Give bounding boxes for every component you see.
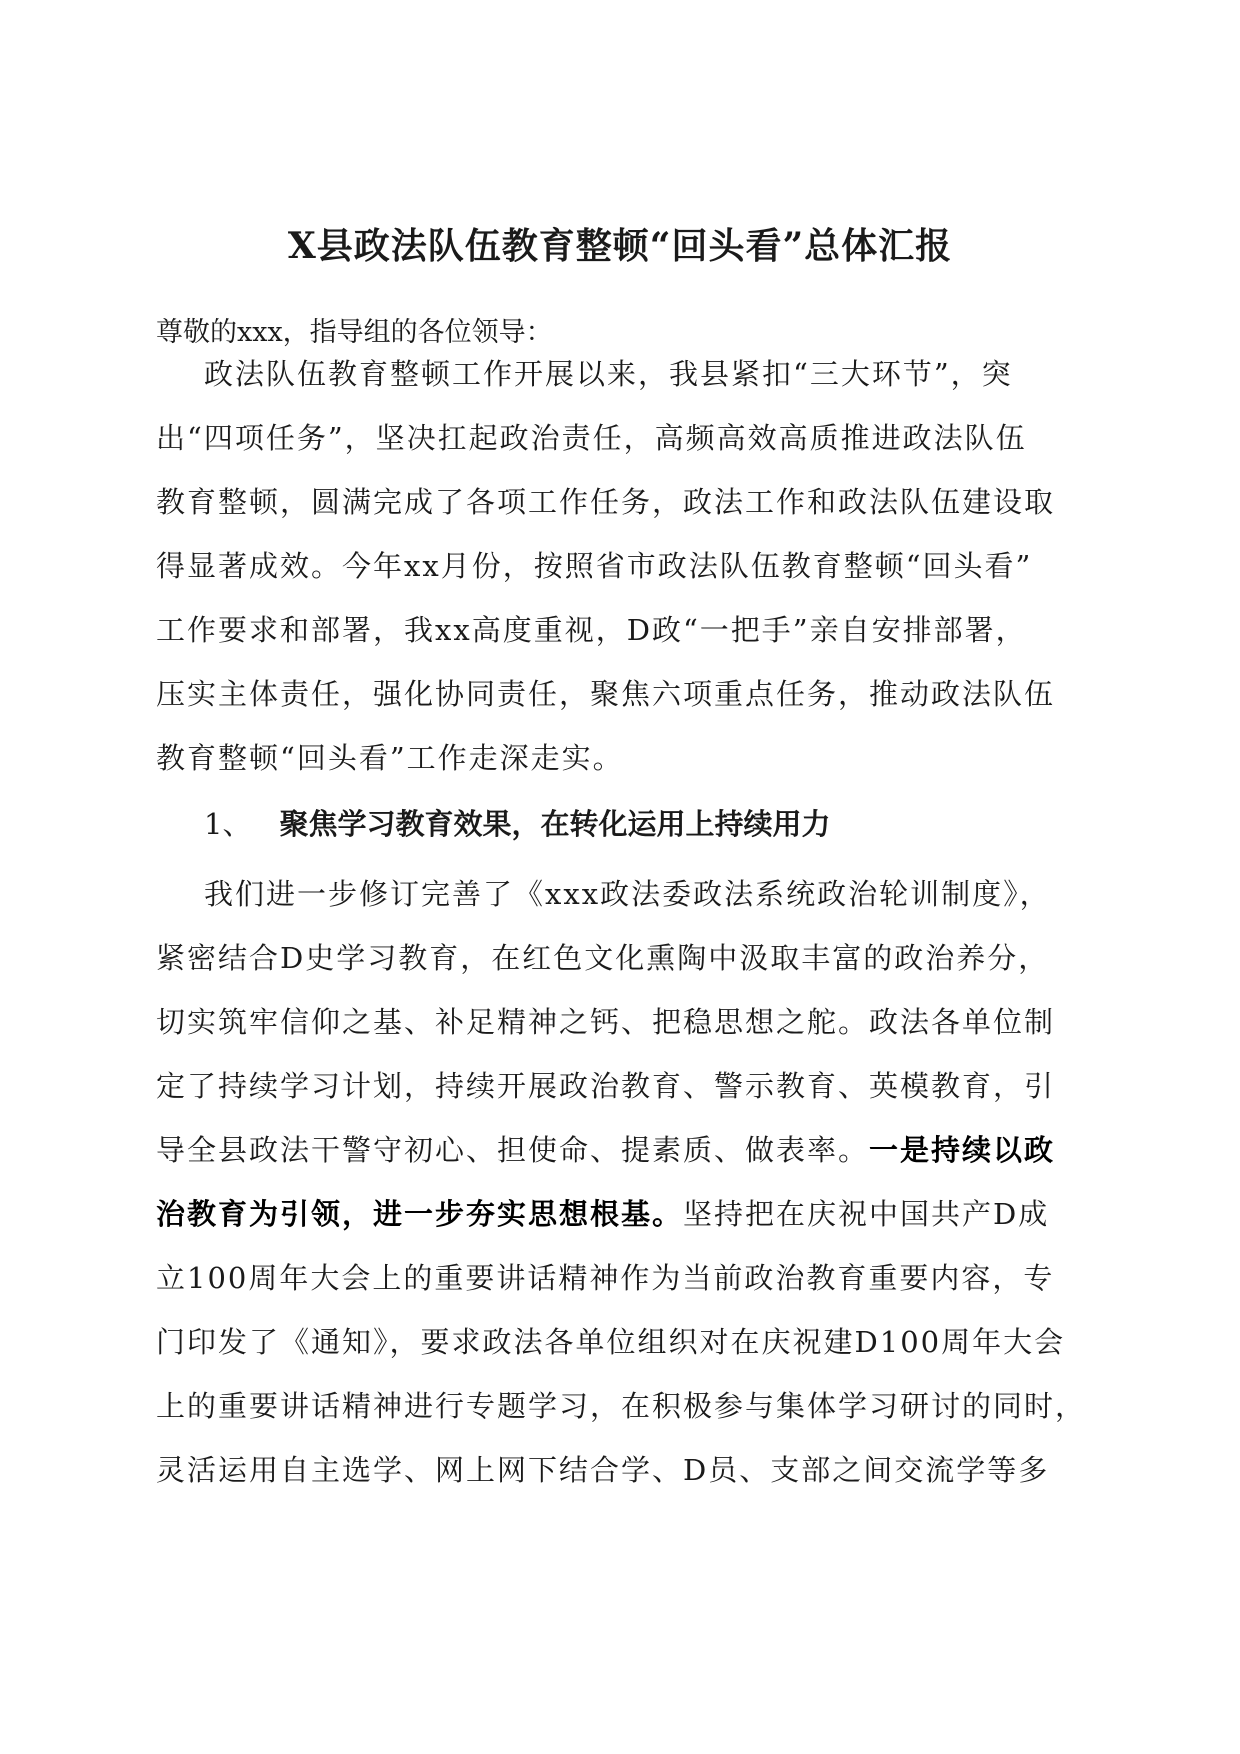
- intro-line: 政法队伍教育整顿工作开展以来，我县紧扣“三大环节”，突: [204, 357, 1013, 391]
- body-line: 灵活运用自主选学、网上网下结合学、D员、支部之间交流学等多: [156, 1453, 1050, 1487]
- document-title: X县政法队伍教育整顿“回头看”总体汇报: [287, 225, 953, 267]
- intro-line: 得显著成效。今年xx月份，按照省市政法队伍教育整顿“回头看”: [156, 549, 1033, 583]
- intro-line: 教育整顿“回头看”工作走深走实。: [156, 741, 624, 775]
- body-line: [156, 1128, 1055, 1169]
- intro-line: 出“四项任务”，坚决扛起政治责任，高频高效高质推进政法队伍: [156, 421, 1027, 455]
- body-line: 切实筑牢信仰之基、补足精神之钙、把稳思想之舵。政法各单位制: [156, 1005, 1056, 1039]
- body-line: 上的重要讲话精神进行专题学习，在积极参与集体学习研讨的同时，: [156, 1389, 1087, 1423]
- body-line: 紧密结合D史学习教育，在红色文化熏陶中汲取丰富的政治养分，: [156, 941, 1050, 975]
- body-text: 导全县政法干警守初心、担使命、提素质、做表率。: [156, 1133, 870, 1167]
- body-line: 我们进一步修订完善了《xxx政法委政法系统政治轮训制度》，: [204, 877, 1051, 911]
- intro-line: 教育整顿，圆满完成了各项工作任务，政法工作和政法队伍建设取: [156, 485, 1056, 519]
- body-line: 门印发了《通知》，要求政法各单位组织对在庆祝建D100周年大会: [156, 1325, 1066, 1359]
- emphasis-text: 一是持续以政: [869, 1133, 1056, 1167]
- intro-line: 压实主体责任，强化协同责任，聚焦六项重点任务，推动政法队伍: [156, 677, 1056, 711]
- intro-line: 工作要求和部署，我xx高度重视，D政“一把手”亲自安排部署，: [156, 613, 1027, 647]
- section-number: 1、: [204, 807, 252, 841]
- body-line: 立100周年大会上的重要讲话精神作为当前政治教育重要内容，专: [156, 1261, 1055, 1295]
- body-text: 坚持把在庆祝中国共产D成: [683, 1197, 1050, 1231]
- salutation: 尊敬的xxx，指导组的各位领导：: [156, 317, 553, 348]
- section-heading: [204, 802, 830, 843]
- body-line: [156, 1192, 1049, 1233]
- section-heading-text: 聚焦学习教育效果，在转化运用上持续用力: [279, 807, 831, 841]
- body-line: 定了持续学习计划，持续开展政治教育、警示教育、英模教育，引: [156, 1069, 1056, 1103]
- emphasis-text: 治教育为引领，进一步夯实思想根基。: [156, 1197, 684, 1231]
